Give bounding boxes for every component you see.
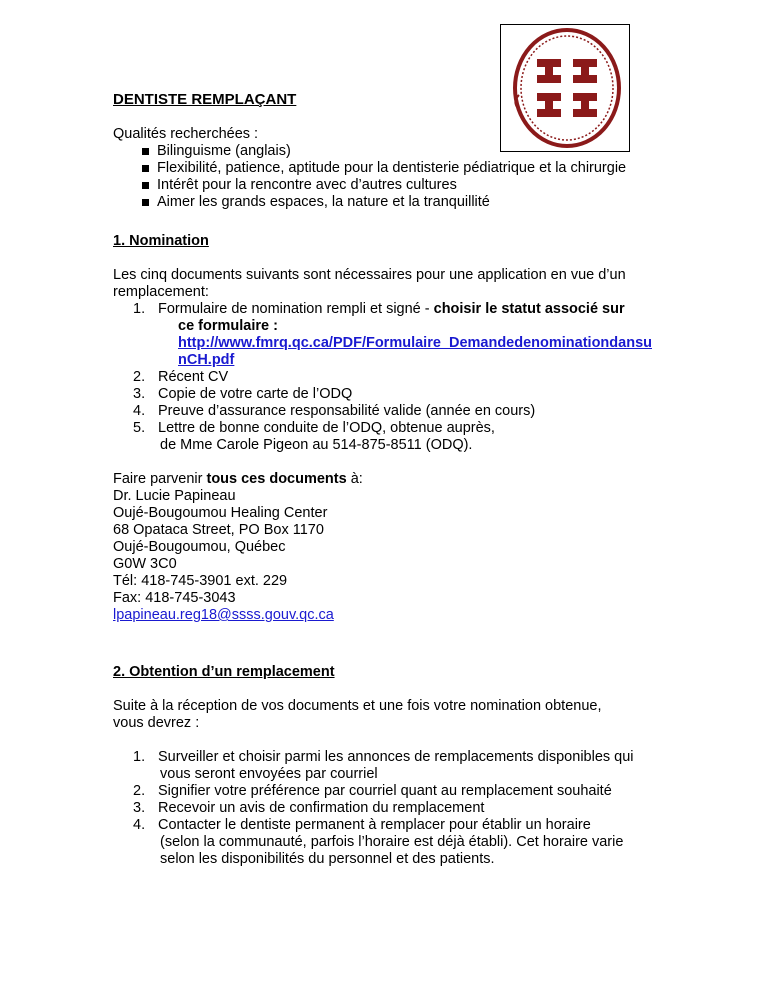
list-item <box>133 800 673 817</box>
item-text: vous seront envoyées par courriel <box>160 766 378 782</box>
list-number: 4. <box>133 403 146 419</box>
intro-line: Suite à la réception de vos documents et une fois votre nomination obtenue, <box>113 698 602 714</box>
section-heading: 2. Obtention d’un remplacement <box>113 664 335 680</box>
address-line: Fax: 418-745-3043 <box>113 590 236 606</box>
section-nomination <box>113 233 673 624</box>
intro-line: Les cinq documents suivants sont nécessaires pour une application en vue d’un <box>113 267 626 283</box>
address-line: 68 Opataca Street, PO Box 1170 <box>113 522 324 538</box>
item-text: selon les disponibilités du personnel et des patients. <box>160 851 495 867</box>
list-item <box>133 749 673 783</box>
item-text: Formulaire de nomination rempli et signé - <box>158 301 434 317</box>
list-item <box>133 783 673 800</box>
qualities-list <box>113 143 673 211</box>
item-bold-text: ce formulaire : <box>178 318 278 334</box>
email-link[interactable]: lpapineau.reg18@ssss.gouv.qc.ca <box>113 607 334 623</box>
intro-line: vous devrez : <box>113 715 200 731</box>
address-line: Oujé-Bougoumou Healing Center <box>113 505 328 521</box>
intro-line: remplacement: <box>113 284 209 300</box>
item-text: Récent CV <box>158 369 229 385</box>
list-number: 3. <box>133 800 146 816</box>
list-item: Intérêt pour la rencontre avec d’autres cultures <box>113 177 673 194</box>
qualities-heading: Qualités recherchées : <box>113 126 259 142</box>
list-number: 5. <box>133 420 146 436</box>
item-text: Recevoir un avis de confirmation du remplacement <box>158 800 485 816</box>
list-item: Aimer les grands espaces, la nature et la tranquillité <box>113 194 673 211</box>
list-item: Bilinguisme (anglais) <box>113 143 673 160</box>
item-bold-text: choisir le statut associé sur <box>433 301 625 317</box>
page-title: DENTISTE REMPLAÇANT <box>113 91 297 108</box>
item-text: (selon la communauté, parfois l’horaire est déjà établi). Cet horaire varie <box>160 834 624 850</box>
list-item <box>133 369 673 386</box>
list-number: 1. <box>133 301 146 317</box>
address-line: G0W 3C0 <box>113 556 177 572</box>
list-item <box>133 817 673 868</box>
list-number: 1. <box>133 749 146 765</box>
item-text: Signifier votre préférence par courriel quant au remplacement souhaité <box>158 783 612 799</box>
qualities-section <box>113 126 673 211</box>
list-number: 2. <box>133 783 146 799</box>
section-replacement <box>113 664 673 868</box>
item-text: Preuve d’assurance responsabilité valide (année en cours) <box>158 403 536 419</box>
section-heading: 1. Nomination <box>113 233 209 249</box>
list-number: 3. <box>133 386 146 402</box>
list-number: 2. <box>133 369 146 385</box>
item-text: Surveiller et choisir parmi les annonces de remplacements disponibles qui <box>158 749 634 765</box>
list-number: 4. <box>133 817 146 833</box>
list-item <box>133 386 673 403</box>
documents-list <box>113 301 673 454</box>
address-line: Tél: 418-745-3901 ext. 229 <box>113 573 288 589</box>
send-instructions: Faire parvenir tous ces documents à: <box>113 471 363 487</box>
steps-list <box>113 749 673 868</box>
list-item <box>133 403 673 420</box>
list-item <box>133 301 673 369</box>
form-link[interactable]: http://www.fmrq.qc.ca/PDF/Formulaire_Demandedenominationdansu <box>178 335 652 351</box>
list-item: Flexibilité, patience, aptitude pour la dentisterie pédiatrique et la chirurgie <box>113 160 673 177</box>
send-bold-text: tous ces documents <box>206 471 347 487</box>
item-text: Copie de votre carte de l’ODQ <box>158 386 353 402</box>
address-line: Oujé-Bougoumou, Québec <box>113 539 286 555</box>
address-block <box>113 488 673 624</box>
item-text: Lettre de bonne conduite de l’ODQ, obtenue auprès, <box>158 420 495 436</box>
list-item <box>133 420 673 454</box>
form-link[interactable]: nCH.pdf <box>178 352 235 368</box>
item-text: Contacter le dentiste permanent à remplacer pour établir un horaire <box>158 817 591 833</box>
item-text: de Mme Carole Pigeon au 514-875-8511 (ODQ). <box>160 437 473 453</box>
address-line: Dr. Lucie Papineau <box>113 488 236 504</box>
